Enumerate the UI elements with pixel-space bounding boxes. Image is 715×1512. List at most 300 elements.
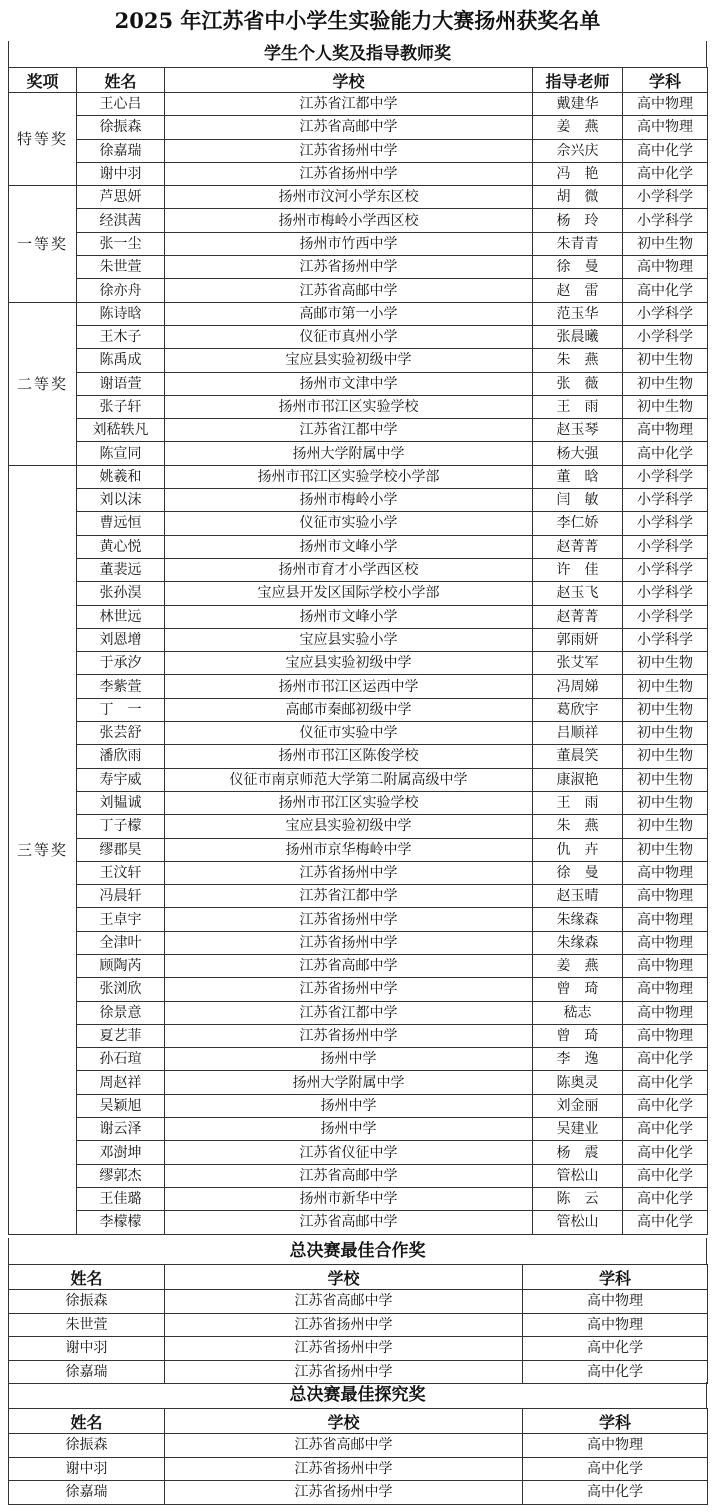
teacher-name: 姜 燕 xyxy=(533,116,623,139)
school-name: 高邮市第一小学 xyxy=(165,302,533,325)
subject-name: 高中化学 xyxy=(523,1481,708,1505)
student-name: 朱世萱 xyxy=(9,1313,165,1337)
table-row xyxy=(9,1481,708,1505)
student-name: 徐振森 xyxy=(9,1290,165,1314)
table-row xyxy=(9,419,708,442)
teacher-name: 王 雨 xyxy=(533,791,623,814)
subject-name: 初中生物 xyxy=(623,395,708,418)
table-row xyxy=(9,628,708,651)
teacher-name: 胡 微 xyxy=(533,186,623,209)
subject-name: 高中化学 xyxy=(623,1164,708,1187)
school-name: 仪征市实验中学 xyxy=(165,722,533,745)
school-name: 江苏省扬州中学 xyxy=(165,908,533,931)
school-name: 江苏省扬州中学 xyxy=(165,861,533,884)
table-row xyxy=(9,395,708,418)
subject-name: 高中物理 xyxy=(623,116,708,139)
student-name: 徐嘉瑞 xyxy=(77,139,165,162)
table-row xyxy=(9,489,708,512)
student-name: 张芸舒 xyxy=(77,722,165,745)
school-name: 江苏省江都中学 xyxy=(165,1001,533,1024)
teacher-name: 赵 雷 xyxy=(533,279,623,302)
student-name: 缪郡昊 xyxy=(77,838,165,861)
school-name: 仪征市实验小学 xyxy=(165,512,533,535)
school-name: 扬州市竹西中学 xyxy=(165,232,533,255)
student-name: 全津叶 xyxy=(77,931,165,954)
individual-award-table xyxy=(8,67,708,1235)
subject-name: 初中生物 xyxy=(623,698,708,721)
student-name: 徐振森 xyxy=(9,1434,165,1458)
table-row xyxy=(9,605,708,628)
subject-name: 小学科学 xyxy=(623,325,708,348)
school-name: 宝应县实验初级中学 xyxy=(165,652,533,675)
subject-name: 初中生物 xyxy=(623,349,708,372)
school-name: 扬州大学附属中学 xyxy=(165,1071,533,1094)
teacher-name: 张晨曦 xyxy=(533,325,623,348)
header-name: 姓名 xyxy=(9,1265,165,1290)
teacher-name: 陈 云 xyxy=(533,1187,623,1210)
subject-name: 小学科学 xyxy=(623,186,708,209)
subject-name: 小学科学 xyxy=(623,605,708,628)
teacher-name: 闫 敏 xyxy=(533,489,623,512)
school-name: 扬州中学 xyxy=(165,1118,533,1141)
school-name: 江苏省江都中学 xyxy=(165,885,533,908)
teacher-name: 朱青青 xyxy=(533,232,623,255)
section-title-individual: 学生个人奖及指导教师奖 xyxy=(8,41,707,67)
subject-name: 高中物理 xyxy=(623,954,708,977)
student-name: 经淇茜 xyxy=(77,209,165,232)
subject-name: 高中物理 xyxy=(623,908,708,931)
teacher-name: 戴建华 xyxy=(533,93,623,116)
school-name: 江苏省扬州中学 xyxy=(165,139,533,162)
subject-name: 高中化学 xyxy=(623,279,708,302)
award-level: 一等奖 xyxy=(9,186,77,302)
table-row xyxy=(9,1313,708,1337)
student-name: 徐景意 xyxy=(77,1001,165,1024)
teacher-name: 朱 燕 xyxy=(533,815,623,838)
teacher-name: 董晨笑 xyxy=(533,745,623,768)
table-row xyxy=(9,256,708,279)
student-name: 孙石瑄 xyxy=(77,1048,165,1071)
teacher-name: 吴建业 xyxy=(533,1118,623,1141)
subject-name: 高中物理 xyxy=(523,1434,708,1458)
student-name: 刘以沫 xyxy=(77,489,165,512)
award-level: 特等奖 xyxy=(9,93,77,186)
table-row xyxy=(9,1360,708,1384)
student-name: 李檬檬 xyxy=(77,1211,165,1234)
teacher-name: 康淑艳 xyxy=(533,768,623,791)
student-name: 林世远 xyxy=(77,605,165,628)
student-name: 夏艺菲 xyxy=(77,1024,165,1047)
table-row xyxy=(9,861,708,884)
teacher-name: 陈奥灵 xyxy=(533,1071,623,1094)
table-row xyxy=(9,745,708,768)
student-name: 谢中羽 xyxy=(9,1457,165,1481)
teacher-name: 董 晗 xyxy=(533,465,623,488)
school-name: 仪征市南京师范大学第二附属高级中学 xyxy=(165,768,533,791)
table-row xyxy=(9,675,708,698)
award-level: 三等奖 xyxy=(9,465,77,1234)
student-name: 王汶轩 xyxy=(77,861,165,884)
table-row xyxy=(9,1187,708,1210)
subject-name: 初中生物 xyxy=(623,232,708,255)
teacher-name: 王 雨 xyxy=(533,395,623,418)
subject-name: 高中化学 xyxy=(623,1118,708,1141)
teacher-name: 郭雨妍 xyxy=(533,628,623,651)
school-name: 仪征市真州小学 xyxy=(165,325,533,348)
table-row xyxy=(9,442,708,465)
subject-name: 小学科学 xyxy=(623,302,708,325)
table-row xyxy=(9,908,708,931)
coop-award-table xyxy=(8,1264,708,1384)
table-row xyxy=(9,1094,708,1117)
student-name: 张一尘 xyxy=(77,232,165,255)
header-subject: 学科 xyxy=(623,68,708,93)
teacher-name: 曾 琦 xyxy=(533,1024,623,1047)
table-row xyxy=(9,954,708,977)
teacher-name: 仇 卉 xyxy=(533,838,623,861)
teacher-name: 嵇志 xyxy=(533,1001,623,1024)
subject-name: 初中生物 xyxy=(623,652,708,675)
table-row xyxy=(9,512,708,535)
student-name: 徐亦舟 xyxy=(77,279,165,302)
table-row xyxy=(9,582,708,605)
header-award: 奖项 xyxy=(9,68,77,93)
explore-award-body xyxy=(9,1434,708,1505)
student-name: 张子轩 xyxy=(77,395,165,418)
table-header-row xyxy=(9,1409,708,1434)
subject-name: 初中生物 xyxy=(623,745,708,768)
school-name: 江苏省扬州中学 xyxy=(165,931,533,954)
school-name: 宝应县实验小学 xyxy=(165,628,533,651)
subject-name: 小学科学 xyxy=(623,489,708,512)
student-name: 刘韫诚 xyxy=(77,791,165,814)
teacher-name: 赵玉飞 xyxy=(533,582,623,605)
school-name: 扬州市新华中学 xyxy=(165,1187,533,1210)
subject-name: 高中物理 xyxy=(623,93,708,116)
teacher-name: 杨 玲 xyxy=(533,209,623,232)
subject-name: 高中化学 xyxy=(623,1048,708,1071)
table-row xyxy=(9,722,708,745)
table-row xyxy=(9,465,708,488)
student-name: 王佳璐 xyxy=(77,1187,165,1210)
school-name: 扬州市邗江区实验学校小学部 xyxy=(165,465,533,488)
student-name: 潘欣雨 xyxy=(77,745,165,768)
subject-name: 高中化学 xyxy=(523,1360,708,1384)
table-row xyxy=(9,232,708,255)
student-name: 王卓宇 xyxy=(77,908,165,931)
table-row xyxy=(9,209,708,232)
header-subject: 学科 xyxy=(523,1409,708,1434)
school-name: 扬州市梅岭小学 xyxy=(165,489,533,512)
subject-name: 高中物理 xyxy=(623,861,708,884)
school-name: 宝应县实验初级中学 xyxy=(165,349,533,372)
student-name: 朱世萱 xyxy=(77,256,165,279)
table-row xyxy=(9,139,708,162)
student-name: 吴颖旭 xyxy=(77,1094,165,1117)
school-name: 江苏省江都中学 xyxy=(165,419,533,442)
teacher-name: 曾 琦 xyxy=(533,978,623,1001)
table-row xyxy=(9,1337,708,1361)
student-name: 缪郭杰 xyxy=(77,1164,165,1187)
school-name: 宝应县开发区国际学校小学部 xyxy=(165,582,533,605)
teacher-name: 冯周娣 xyxy=(533,675,623,698)
teacher-name: 朱缘森 xyxy=(533,931,623,954)
subject-name: 初中生物 xyxy=(623,768,708,791)
student-name: 邓澍坤 xyxy=(77,1141,165,1164)
teacher-name: 张 薇 xyxy=(533,372,623,395)
header-name: 姓名 xyxy=(77,68,165,93)
subject-name: 高中化学 xyxy=(623,1211,708,1234)
student-name: 丁子檬 xyxy=(77,815,165,838)
subject-name: 高中化学 xyxy=(623,1141,708,1164)
teacher-name: 张艾军 xyxy=(533,652,623,675)
subject-name: 小学科学 xyxy=(623,209,708,232)
teacher-name: 葛欣宇 xyxy=(533,698,623,721)
student-name: 谢中羽 xyxy=(9,1337,165,1361)
header-school: 学校 xyxy=(165,68,533,93)
teacher-name: 杨大强 xyxy=(533,442,623,465)
table-header-row xyxy=(9,1265,708,1290)
school-name: 扬州市文峰小学 xyxy=(165,535,533,558)
student-name: 芦思妍 xyxy=(77,186,165,209)
school-name: 扬州市文峰小学 xyxy=(165,605,533,628)
student-name: 黄心悦 xyxy=(77,535,165,558)
table-row xyxy=(9,978,708,1001)
header-subject: 学科 xyxy=(523,1265,708,1290)
school-name: 江苏省扬州中学 xyxy=(165,256,533,279)
subject-name: 高中物理 xyxy=(523,1313,708,1337)
teacher-name: 许 佳 xyxy=(533,558,623,581)
school-name: 江苏省仪征中学 xyxy=(165,1141,533,1164)
student-name: 刘恩增 xyxy=(77,628,165,651)
student-name: 徐嘉瑞 xyxy=(9,1481,165,1505)
student-name: 王心吕 xyxy=(77,93,165,116)
student-name: 张浏欣 xyxy=(77,978,165,1001)
school-name: 扬州市邗江区运西中学 xyxy=(165,675,533,698)
school-name: 江苏省高邮中学 xyxy=(165,1290,523,1314)
subject-name: 初中生物 xyxy=(623,372,708,395)
school-name: 扬州市文津中学 xyxy=(165,372,533,395)
award-level: 二等奖 xyxy=(9,302,77,465)
subject-name: 高中化学 xyxy=(523,1457,708,1481)
student-name: 刘嵇轶凡 xyxy=(77,419,165,442)
table-row xyxy=(9,1290,708,1314)
school-name: 宝应县实验初级中学 xyxy=(165,815,533,838)
table-row xyxy=(9,558,708,581)
table-row xyxy=(9,93,708,116)
subject-name: 高中物理 xyxy=(623,256,708,279)
teacher-name: 范玉华 xyxy=(533,302,623,325)
student-name: 谢中羽 xyxy=(77,162,165,185)
school-name: 江苏省扬州中学 xyxy=(165,1024,533,1047)
student-name: 曹远恒 xyxy=(77,512,165,535)
school-name: 江苏省扬州中学 xyxy=(165,1457,523,1481)
table-row xyxy=(9,838,708,861)
subject-name: 高中化学 xyxy=(623,442,708,465)
page-title: 2025 年江苏省中小学生实验能力大赛扬州获奖名单 xyxy=(114,8,601,33)
school-name: 江苏省扬州中学 xyxy=(165,162,533,185)
table-row xyxy=(9,931,708,954)
table-row xyxy=(9,791,708,814)
subject-name: 高中化学 xyxy=(623,139,708,162)
teacher-name: 冯 艳 xyxy=(533,162,623,185)
table-row xyxy=(9,768,708,791)
table-row xyxy=(9,325,708,348)
table-row xyxy=(9,1457,708,1481)
school-name: 扬州中学 xyxy=(165,1048,533,1071)
teacher-name: 赵菁菁 xyxy=(533,605,623,628)
teacher-name: 朱 燕 xyxy=(533,349,623,372)
teacher-name: 李 逸 xyxy=(533,1048,623,1071)
student-name: 徐嘉瑞 xyxy=(9,1360,165,1384)
student-name: 冯晨轩 xyxy=(77,885,165,908)
subject-name: 初中生物 xyxy=(623,838,708,861)
student-name: 张孙淏 xyxy=(77,582,165,605)
student-name: 周赵祥 xyxy=(77,1071,165,1094)
school-name: 扬州市邗江区陈俊学校 xyxy=(165,745,533,768)
school-name: 江苏省高邮中学 xyxy=(165,1211,533,1234)
header-school: 学校 xyxy=(165,1409,523,1434)
school-name: 扬州市京华梅岭中学 xyxy=(165,838,533,861)
student-name: 于承汐 xyxy=(77,652,165,675)
school-name: 扬州大学附属中学 xyxy=(165,442,533,465)
table-row xyxy=(9,1071,708,1094)
table-row xyxy=(9,1434,708,1458)
table-row xyxy=(9,116,708,139)
school-name: 扬州市邗江区实验学校 xyxy=(165,395,533,418)
teacher-name: 赵玉晴 xyxy=(533,885,623,908)
header-school: 学校 xyxy=(165,1265,523,1290)
subject-name: 高中物理 xyxy=(623,931,708,954)
student-name: 谢云泽 xyxy=(77,1118,165,1141)
school-name: 江苏省高邮中学 xyxy=(165,116,533,139)
table-row xyxy=(9,885,708,908)
school-name: 江苏省扬州中学 xyxy=(165,1313,523,1337)
subject-name: 初中生物 xyxy=(623,815,708,838)
subject-name: 小学科学 xyxy=(623,628,708,651)
table-row xyxy=(9,535,708,558)
table-row xyxy=(9,302,708,325)
subject-name: 高中物理 xyxy=(623,419,708,442)
student-name: 陈宣同 xyxy=(77,442,165,465)
school-name: 高邮市秦邮初级中学 xyxy=(165,698,533,721)
table-row xyxy=(9,652,708,675)
student-name: 李紫萱 xyxy=(77,675,165,698)
teacher-name: 李仁娇 xyxy=(533,512,623,535)
student-name: 陈禹成 xyxy=(77,349,165,372)
school-name: 江苏省高邮中学 xyxy=(165,1164,533,1187)
section-title-explore: 总决赛最佳探究奖 xyxy=(8,1382,707,1408)
subject-name: 初中生物 xyxy=(623,791,708,814)
subject-name: 高中化学 xyxy=(623,1094,708,1117)
individual-award-body xyxy=(9,93,708,1235)
subject-name: 小学科学 xyxy=(623,535,708,558)
student-name: 姚羲和 xyxy=(77,465,165,488)
header-name: 姓名 xyxy=(9,1409,165,1434)
school-name: 扬州中学 xyxy=(165,1094,533,1117)
table-row xyxy=(9,1141,708,1164)
table-row xyxy=(9,815,708,838)
school-name: 扬州市梅岭小学西区校 xyxy=(165,209,533,232)
student-name: 陈诗晗 xyxy=(77,302,165,325)
teacher-name: 吕顺祥 xyxy=(533,722,623,745)
section-title-coop: 总决赛最佳合作奖 xyxy=(8,1238,707,1264)
school-name: 江苏省高邮中学 xyxy=(165,279,533,302)
subject-name: 小学科学 xyxy=(623,512,708,535)
school-name: 扬州市汶河小学东区校 xyxy=(165,186,533,209)
table-row xyxy=(9,162,708,185)
teacher-name: 徐 曼 xyxy=(533,256,623,279)
student-name: 徐振森 xyxy=(77,116,165,139)
teacher-name: 姜 燕 xyxy=(533,954,623,977)
table-row xyxy=(9,1211,708,1234)
student-name: 王木子 xyxy=(77,325,165,348)
teacher-name: 徐 曼 xyxy=(533,861,623,884)
table-row xyxy=(9,1164,708,1187)
subject-name: 高中化学 xyxy=(623,162,708,185)
school-name: 江苏省扬州中学 xyxy=(165,1481,523,1505)
student-name: 董裴远 xyxy=(77,558,165,581)
subject-name: 高中物理 xyxy=(623,1001,708,1024)
student-name: 谢语萱 xyxy=(77,372,165,395)
teacher-name: 杨 震 xyxy=(533,1141,623,1164)
table-row xyxy=(9,349,708,372)
table-row xyxy=(9,186,708,209)
teacher-name: 管松山 xyxy=(533,1164,623,1187)
teacher-name: 赵菁菁 xyxy=(533,535,623,558)
school-name: 江苏省扬州中学 xyxy=(165,1337,523,1361)
subject-name: 高中物理 xyxy=(623,885,708,908)
school-name: 扬州市育才小学西区校 xyxy=(165,558,533,581)
subject-name: 高中化学 xyxy=(623,1071,708,1094)
student-name: 丁 一 xyxy=(77,698,165,721)
student-name: 寿宇威 xyxy=(77,768,165,791)
school-name: 扬州市邗江区实验学校 xyxy=(165,791,533,814)
subject-name: 高中物理 xyxy=(523,1290,708,1314)
school-name: 江苏省江都中学 xyxy=(165,93,533,116)
header-teacher: 指导老师 xyxy=(533,68,623,93)
teacher-name: 佘兴庆 xyxy=(533,139,623,162)
subject-name: 高中物理 xyxy=(623,978,708,1001)
school-name: 江苏省高邮中学 xyxy=(165,954,533,977)
teacher-name: 刘金丽 xyxy=(533,1094,623,1117)
table-header-row xyxy=(9,68,708,93)
subject-name: 小学科学 xyxy=(623,558,708,581)
subject-name: 初中生物 xyxy=(623,722,708,745)
table-row xyxy=(9,372,708,395)
school-name: 江苏省扬州中学 xyxy=(165,978,533,1001)
table-row xyxy=(9,1001,708,1024)
subject-name: 小学科学 xyxy=(623,582,708,605)
school-name: 江苏省高邮中学 xyxy=(165,1434,523,1458)
subject-name: 高中化学 xyxy=(523,1337,708,1361)
student-name: 顾陶芮 xyxy=(77,954,165,977)
table-row xyxy=(9,1118,708,1141)
table-row xyxy=(9,1024,708,1047)
coop-award-body xyxy=(9,1290,708,1384)
subject-name: 小学科学 xyxy=(623,465,708,488)
explore-award-table xyxy=(8,1408,708,1505)
table-row xyxy=(9,279,708,302)
subject-name: 初中生物 xyxy=(623,675,708,698)
school-name: 江苏省扬州中学 xyxy=(165,1360,523,1384)
table-row xyxy=(9,698,708,721)
teacher-name: 赵玉琴 xyxy=(533,419,623,442)
teacher-name: 朱缘森 xyxy=(533,908,623,931)
subject-name: 高中物理 xyxy=(623,1024,708,1047)
table-row xyxy=(9,1048,708,1071)
subject-name: 高中化学 xyxy=(623,1187,708,1210)
